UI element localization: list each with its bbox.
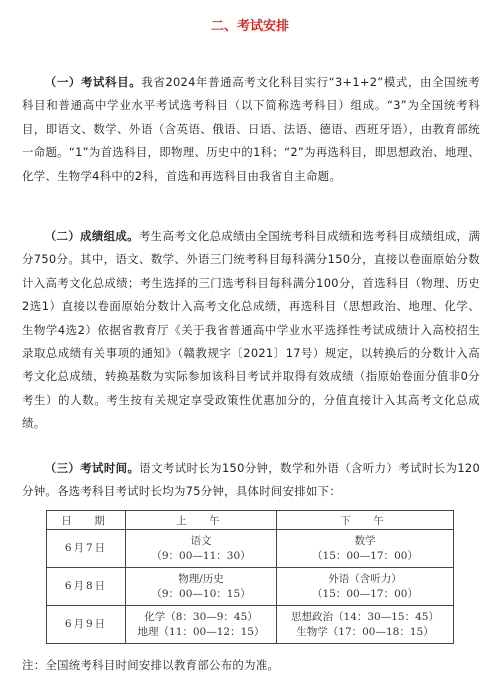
morning-cell	[126, 530, 277, 568]
afternoon-cell	[277, 606, 454, 644]
heading-exam-time: （三）考试时间。	[44, 461, 140, 475]
header-afternoon: 下 午	[277, 511, 454, 530]
morning-cell	[126, 606, 277, 644]
afternoon-line: （15：00—17：00）	[312, 587, 418, 600]
table-row	[47, 530, 454, 568]
morning-cell	[126, 568, 277, 606]
date-cell: 6月7日	[47, 530, 126, 568]
header-date: 日 期	[47, 511, 126, 530]
exam-schedule-table	[46, 510, 454, 644]
date-cell: 6月9日	[47, 606, 126, 644]
table-row	[47, 568, 454, 606]
afternoon-line: 思想政治（14：30—15：45）	[291, 610, 439, 623]
afternoon-cell	[277, 568, 454, 606]
paragraph-exam-time	[22, 457, 480, 504]
morning-line: 化学（8：30—9：45）	[144, 610, 258, 623]
afternoon-line: 生物学（17：00—18：15）	[296, 625, 434, 638]
afternoon-line: 外语（含听力）	[328, 572, 402, 585]
text-exam-subjects: 我省2024年普通高考文化科目实行“3+1+2”模式，由全国统考科目和普通高中学业水平考试选考科目（以下简称选考科目）组成。“3”为全国统考科目，即语文、数学、外语（含英语、俄语、日语、法语、德语、西班牙语），由教育部统一命题。“1”为首选科目，即物理、历史中的1科；“2”为再选科目，即思想政治、地理、化学、生物学4科中的2科，首选和再选科目由我省自主命题。	[22, 75, 480, 183]
footnote: 注：全国统考科目时间安排以教育部公布的为准。	[22, 658, 280, 672]
morning-line: （9：00—11：30）	[151, 549, 251, 562]
text-score-composition: 考生高考文化总成绩由全国统考科目成绩和选考科目成绩组成，满分750分。其中，语文、数学、外语三门统考科目每科满分150分，直接以卷面原始分数计入高考文化总成绩；考生选择的三门选考科目每科满分100分，首选科目（物理、历史2选1）直接以卷面原始分数计入高考文化总成绩，再选科目（思想政治、地理、化学、生物学4选2）依据省教育厅《关于我省普通高中学业水平选择性考试成绩计入高校招生录取总成绩有关事项的通知》（赣教规字〔2021〕17号）规定，以转换后的分数计入高考文化总成绩，转换基数为实际参加该科目考试并取得有效成绩（指原始卷面分值非0分考生）的人数。考生按有关规定享受政策性优惠加分的，分值直接计入其高考文化总成绩。	[22, 229, 481, 431]
morning-line: （9：00—10：15）	[151, 587, 251, 600]
afternoon-line: 数学	[354, 534, 376, 547]
afternoon-line: （15：00—17：00）	[312, 549, 418, 562]
paragraph-exam-subjects	[22, 71, 480, 188]
section-title: 二、考试安排	[210, 19, 289, 34]
morning-line: 物理/历史	[178, 572, 224, 585]
header-morning: 上 午	[126, 511, 277, 530]
morning-line: 地理（11：00—12：15）	[137, 625, 265, 638]
heading-exam-subjects: （一）考试科目。	[44, 75, 142, 89]
date-cell: 6月8日	[47, 568, 126, 606]
table-row	[47, 606, 454, 644]
afternoon-cell	[277, 530, 454, 568]
table-header-row	[47, 511, 454, 530]
text-exam-time: 语文考试时长为150分钟，数学和外语（含听力）考试时长为120分钟。各选考科目考试时长均为75分钟，具体时间安排如下：	[22, 461, 480, 499]
paragraph-score-composition	[22, 225, 480, 436]
heading-score-composition: （二）成绩组成。	[44, 229, 139, 243]
morning-line: 语文	[190, 534, 212, 547]
